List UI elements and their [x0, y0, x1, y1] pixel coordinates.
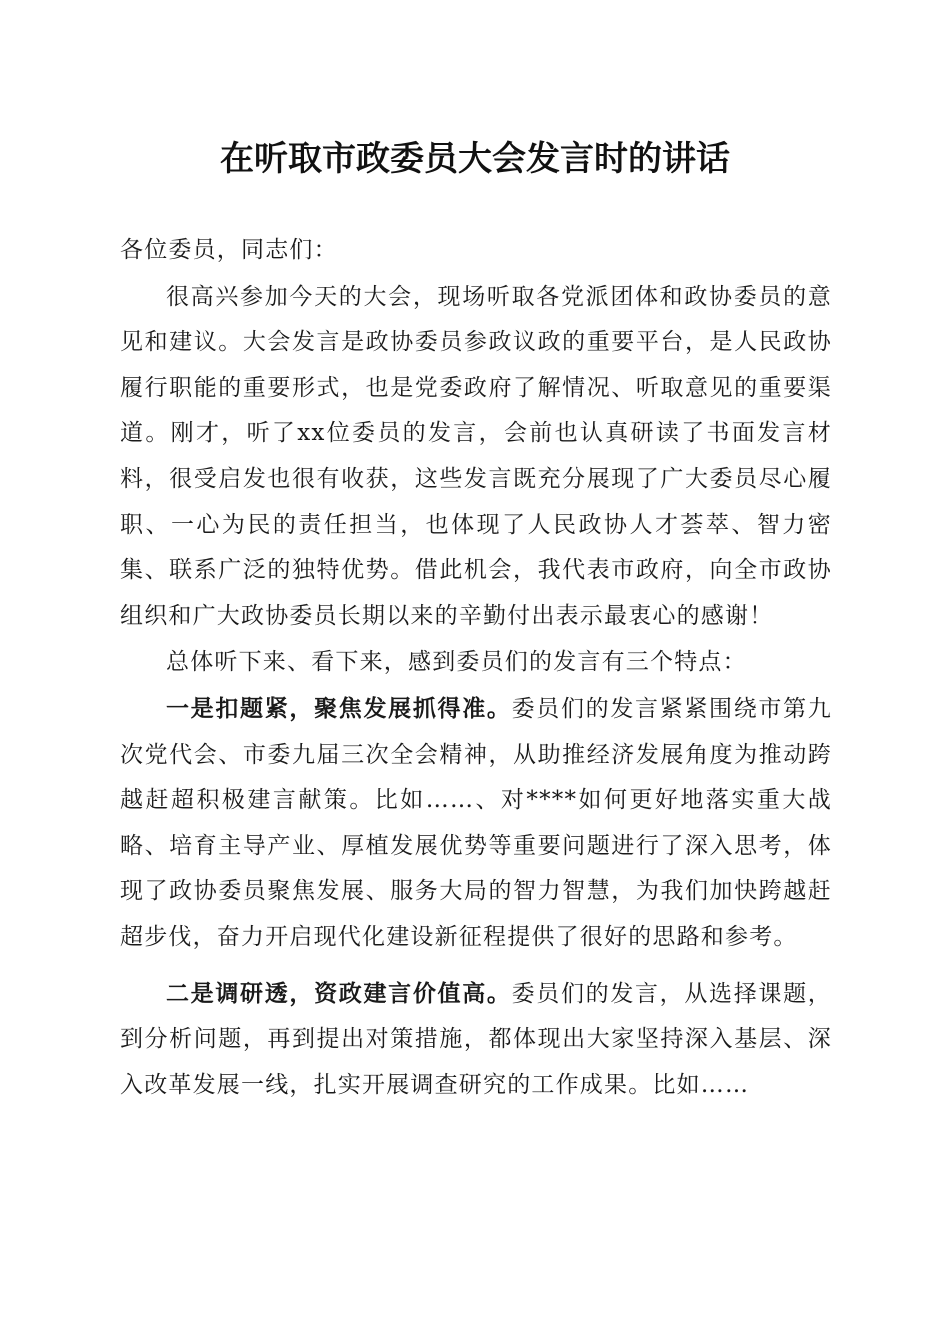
document-title: 在听取市政委员大会发言时的讲话	[220, 139, 730, 179]
paragraph-point-two	[120, 971, 832, 1109]
paragraph-point-one	[120, 686, 832, 961]
paragraph-text: 委员们的发言紧紧围绕市第九次党代会、市委九届三次全会精神，从助推经济发展角度为推动跨越赶超积极建言献策。比如……、对****如何更好地落实重大战略、培育主导产业、厚植发展优势等重要问题进行了深入思考，体现了政协委员聚焦发展、服务大局的智力智慧，为我们加快跨越赶超步伐，奋力开启现代化建设新征程提供了很好的思路和参考。	[120, 695, 832, 950]
paragraph-text: 很高兴参加今天的大会，现场听取各党派团体和政协委员的意见和建议。大会发言是政协委员参政议政的重要平台，是人民政协履行职能的重要形式，也是党委政府了解情况、听取意见的重要渠道。刚才，听了xx位委员的发言，会前也认真研读了书面发言材料，很受启发也很有收获，这些发言既充分展现了广大委员尽心履职、一心为民的责任担当，也体现了人民政协人才荟萃、智力密集、联系广泛的独特优势。借此机会，我代表市政府，向全市政协组织和广大政协委员长期以来的辛勤付出表示最衷心的感谢！	[120, 283, 832, 629]
paragraph-text: 总体听下来、看下来，感到委员们的发言有三个特点：	[166, 649, 747, 676]
document-body	[120, 228, 832, 1108]
salutation: 各位委员，同志们：	[120, 237, 338, 263]
paragraph-three-features	[120, 639, 832, 686]
paragraph-text: 委员们的发言，从选择课题，到分析问题，再到提出对策措施，都体现出大家坚持深入基层、深入改革发展一线，扎实开展调查研究的工作成果。比如……	[120, 980, 832, 1098]
paragraph-lead: 二是调研透，资政建言价值高。	[166, 979, 512, 1007]
paragraph-lead: 一是扣题紧，聚焦发展抓得准。	[166, 694, 512, 722]
paragraph-opening	[120, 274, 832, 640]
